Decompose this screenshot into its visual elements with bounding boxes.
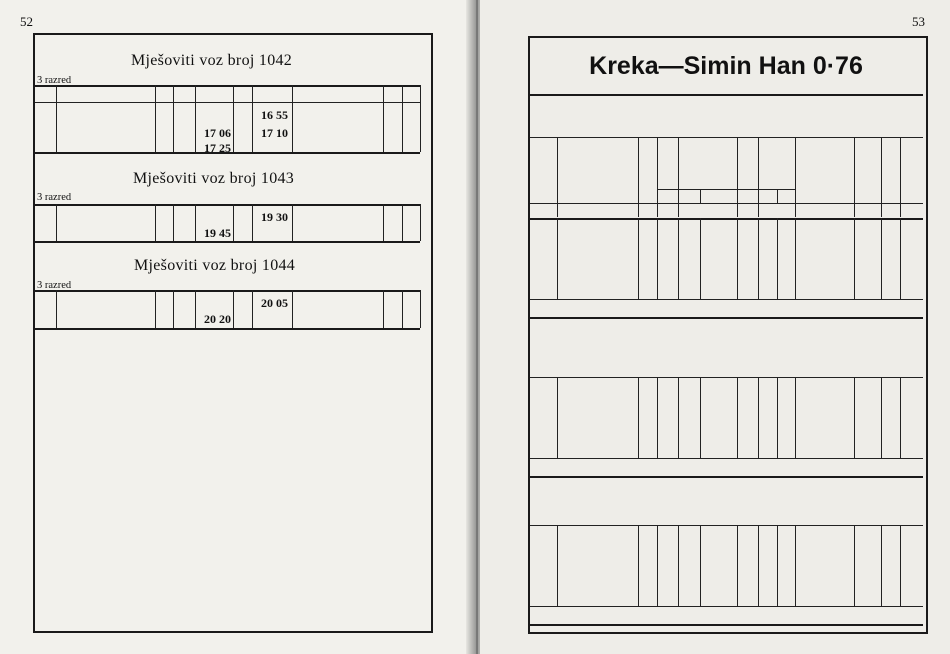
rule xyxy=(530,606,923,607)
rule xyxy=(420,290,421,328)
rule xyxy=(854,525,855,606)
rule xyxy=(402,290,403,328)
rule xyxy=(795,377,796,458)
rule xyxy=(638,377,639,458)
rule xyxy=(195,290,196,328)
col-head-stop xyxy=(739,141,757,187)
rule xyxy=(530,624,923,626)
rule xyxy=(678,218,679,299)
rule xyxy=(420,85,421,152)
rule xyxy=(854,137,855,217)
rule xyxy=(557,218,558,299)
col-head-time xyxy=(659,141,677,187)
rule xyxy=(292,85,293,152)
rule xyxy=(530,137,923,138)
rule xyxy=(530,317,923,319)
rule xyxy=(530,377,923,378)
rule xyxy=(657,137,658,217)
rule xyxy=(777,218,778,299)
rule xyxy=(155,290,156,328)
rule xyxy=(638,525,639,606)
rule xyxy=(737,525,738,606)
rule xyxy=(252,85,253,152)
rule xyxy=(900,218,901,299)
departure-time: 20 05 xyxy=(261,296,288,310)
rule xyxy=(700,189,701,203)
departure-time: 17 10 xyxy=(261,126,288,140)
rule xyxy=(854,218,855,299)
rule xyxy=(292,290,293,328)
rule xyxy=(56,85,57,152)
rule xyxy=(530,218,923,220)
rule xyxy=(530,203,923,204)
train-1042-class: 3 razred xyxy=(37,75,72,86)
arrival-time: 17 25 xyxy=(204,141,231,155)
page-number: 52 xyxy=(20,14,33,29)
rule xyxy=(530,299,923,300)
rule xyxy=(737,137,738,217)
rule xyxy=(233,204,234,241)
train-1044-title: Mješoviti voz broj 1044 xyxy=(134,257,296,274)
rule xyxy=(383,204,384,241)
left-page xyxy=(0,0,474,654)
rule xyxy=(900,377,901,458)
rule xyxy=(233,85,234,152)
rule xyxy=(292,204,293,241)
rule xyxy=(557,137,558,217)
rule xyxy=(56,204,57,241)
col-head-signal xyxy=(640,141,656,187)
rule xyxy=(420,204,421,241)
rule xyxy=(900,137,901,217)
rule xyxy=(252,290,253,328)
rule xyxy=(881,525,882,606)
train-1044-class: 3 razred xyxy=(37,280,72,291)
train-1043-class: 3 razred xyxy=(37,192,72,203)
arrival-time: 17 06 xyxy=(204,126,231,140)
page-number: 53 xyxy=(912,14,925,29)
rule xyxy=(678,137,679,217)
rule xyxy=(900,525,901,606)
departure-time: 16 55 xyxy=(261,108,288,122)
right-page xyxy=(480,0,950,654)
rule xyxy=(700,525,701,606)
rule xyxy=(402,204,403,241)
rule xyxy=(758,525,759,606)
rule xyxy=(881,218,882,299)
rule xyxy=(530,458,923,459)
rule xyxy=(777,377,778,458)
rule xyxy=(795,137,796,217)
rule xyxy=(155,204,156,241)
rule xyxy=(854,377,855,458)
col-head-km xyxy=(533,141,555,201)
rule xyxy=(195,85,196,152)
rule xyxy=(758,137,759,217)
rule xyxy=(402,85,403,152)
rule xyxy=(173,204,174,241)
rule xyxy=(233,290,234,328)
rule xyxy=(173,290,174,328)
rule xyxy=(557,377,558,458)
rule xyxy=(557,525,558,606)
rule xyxy=(195,204,196,241)
col-head-brake xyxy=(902,143,920,187)
train-1043-title: Mješoviti voz broj 1043 xyxy=(133,170,295,187)
rule xyxy=(638,218,639,299)
arrival-time: 19 45 xyxy=(204,226,231,240)
rule xyxy=(252,204,253,241)
rule xyxy=(657,218,658,299)
rule xyxy=(737,377,738,458)
rule xyxy=(678,525,679,606)
rule xyxy=(657,525,658,606)
train-1042-title: Mješoviti voz broj 1042 xyxy=(131,52,293,69)
col-head-speed xyxy=(883,143,899,187)
rule xyxy=(881,377,882,458)
rule xyxy=(881,137,882,217)
rule xyxy=(530,476,923,478)
rule xyxy=(638,137,639,217)
rule xyxy=(700,218,701,299)
rule xyxy=(530,525,923,526)
rule xyxy=(758,377,759,458)
rule xyxy=(56,290,57,328)
rule xyxy=(777,189,778,203)
rule xyxy=(173,85,174,152)
arrival-time: 20 20 xyxy=(204,312,231,326)
timetable-frame xyxy=(528,36,928,634)
rule xyxy=(737,218,738,299)
rule xyxy=(700,377,701,458)
rule xyxy=(777,525,778,606)
rule xyxy=(758,218,759,299)
rule xyxy=(383,290,384,328)
departure-time: 19 30 xyxy=(261,210,288,224)
rule xyxy=(383,85,384,152)
rule xyxy=(657,377,658,458)
rule xyxy=(795,218,796,299)
rule xyxy=(678,377,679,458)
rule xyxy=(795,525,796,606)
line-title: Kreka—Simin Han 0·76 xyxy=(589,52,863,80)
rule xyxy=(155,85,156,152)
